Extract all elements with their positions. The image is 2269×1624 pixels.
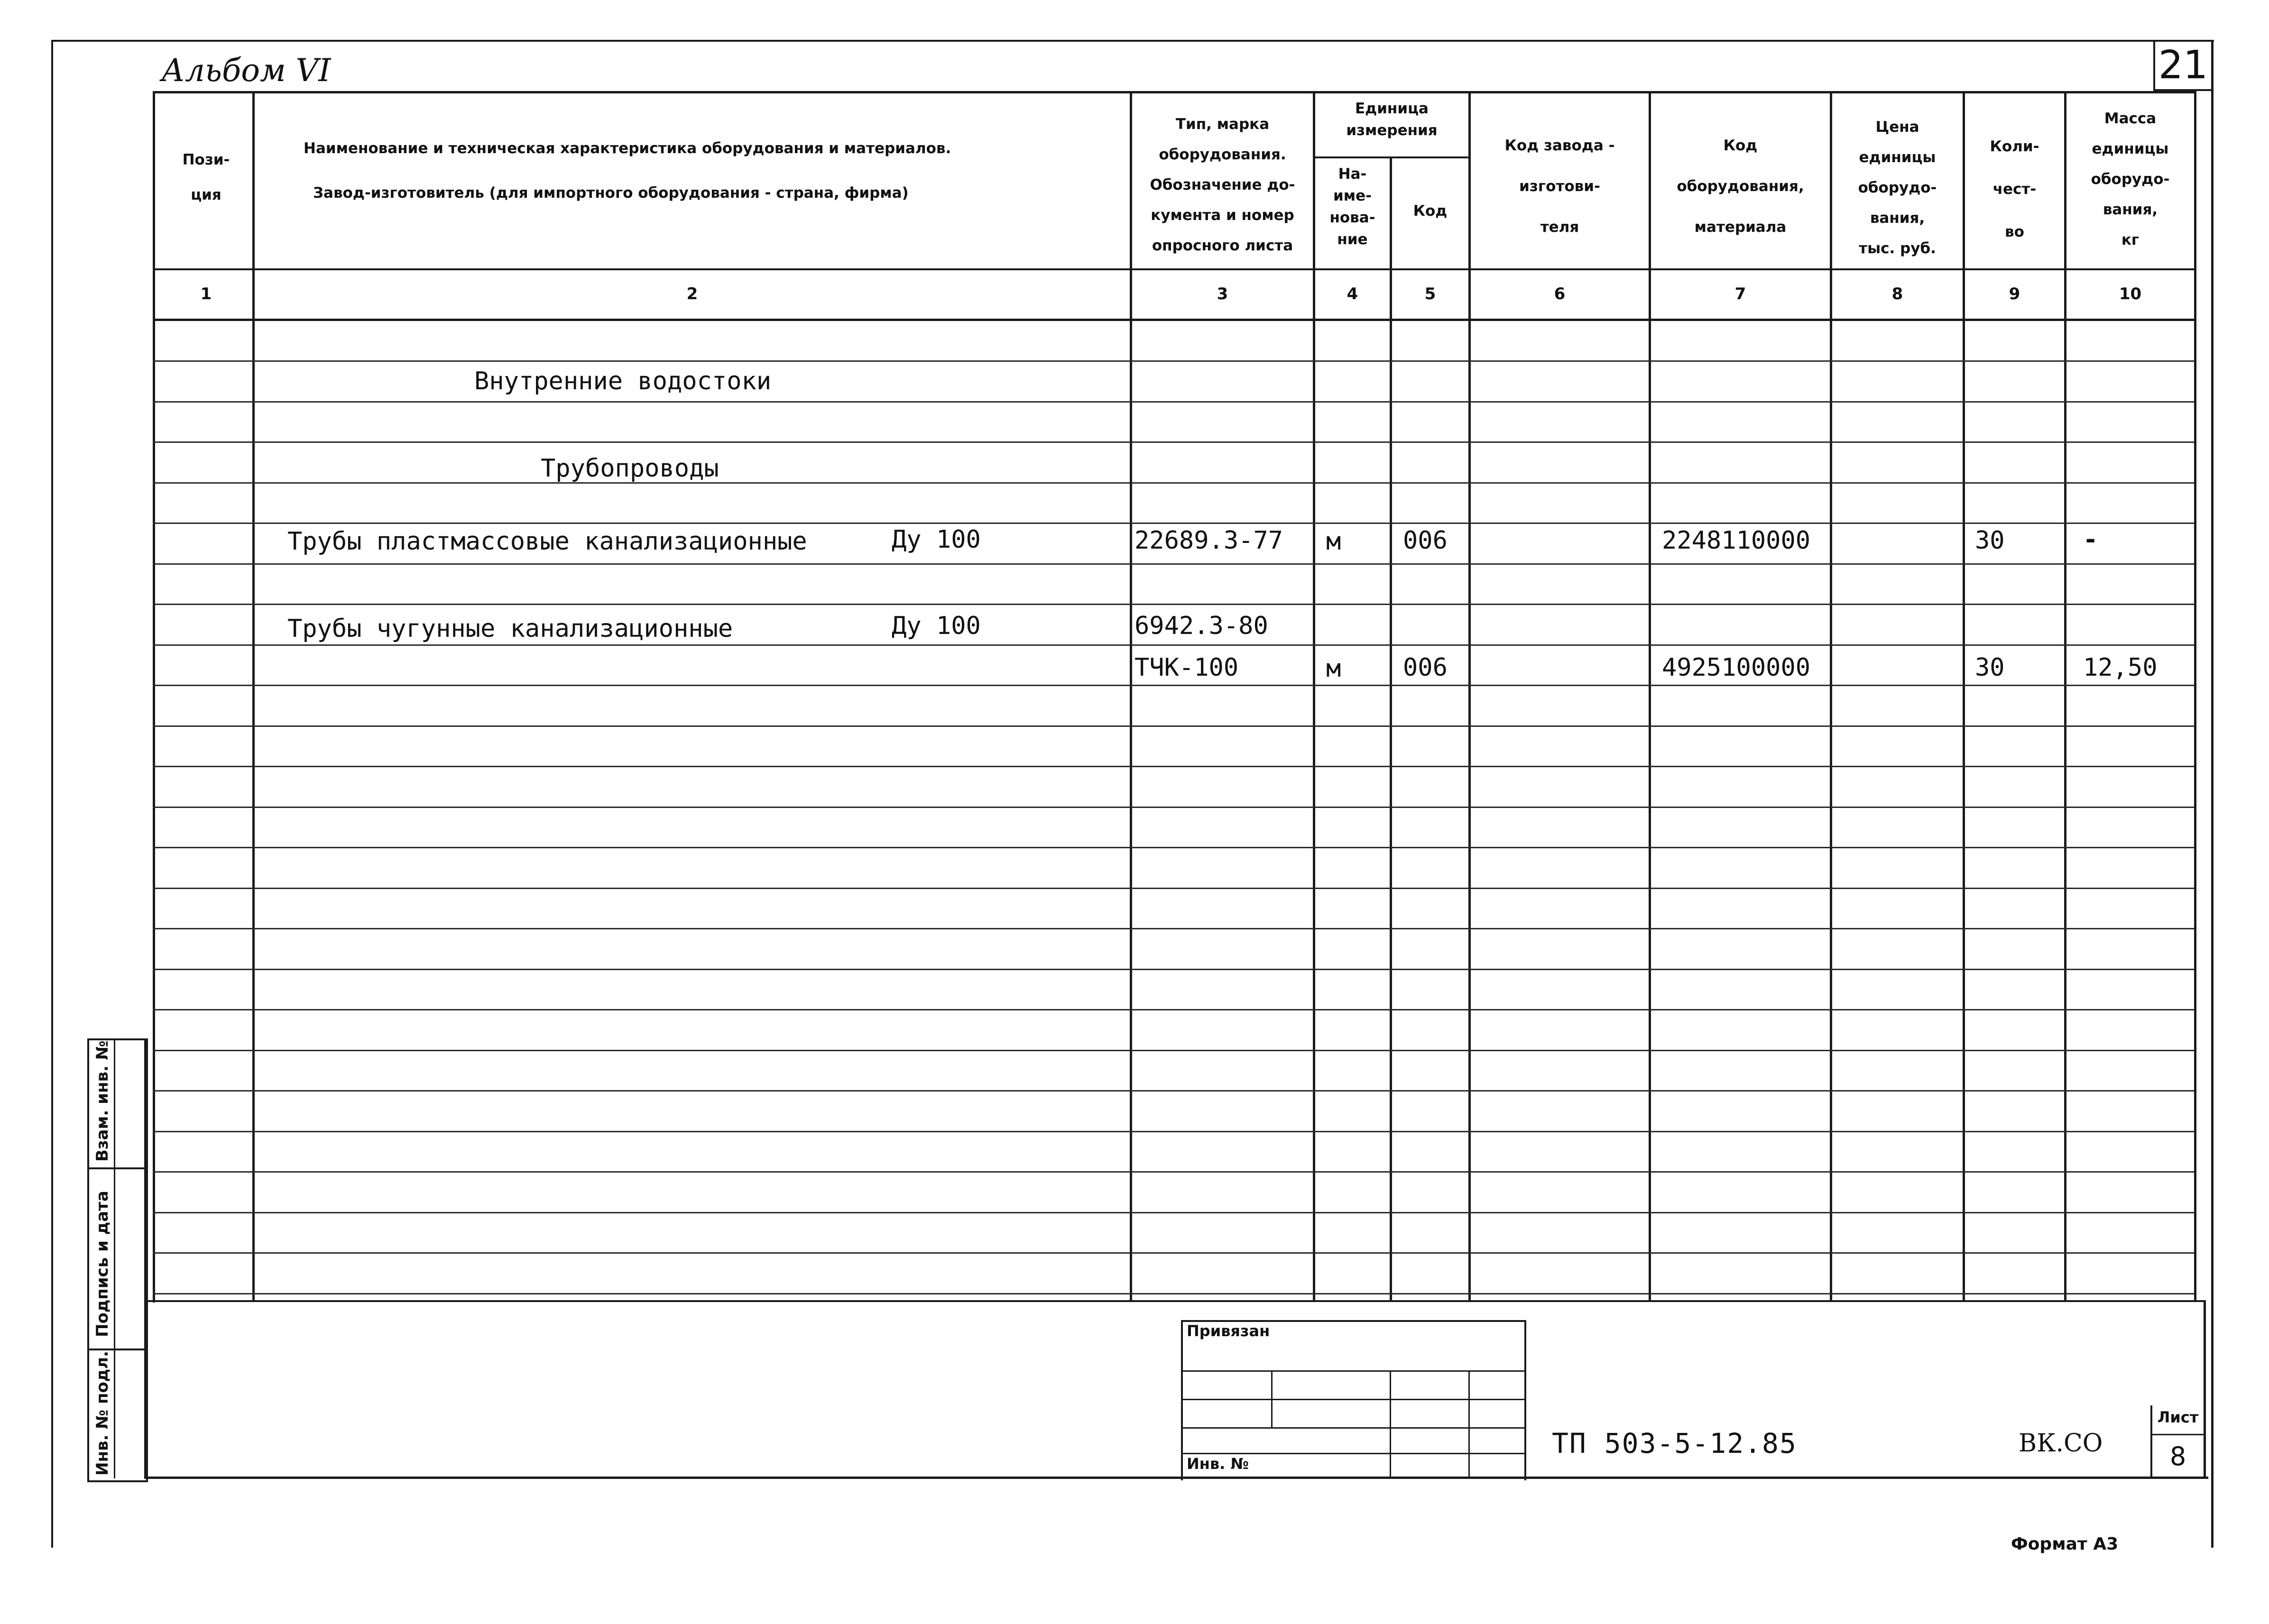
row-line [153,523,2194,524]
tb-line-3 [1181,1427,1524,1429]
row-line [153,1090,2194,1092]
row-3-unit-code: 006 [1403,653,1448,682]
table-bottom-line [144,1300,2205,1302]
tb-line-2 [1181,1399,1524,1400]
row-1-name: Трубы пластмассовые канализационные [287,527,807,556]
row-line [153,1050,2194,1051]
row-line [153,847,2194,848]
header-name-line2: Завод-изготовитель (для импортного оборудования - страна, фирма) [313,184,909,202]
row-1-size: Ду 100 [892,525,981,554]
tb-vline-3 [1468,1370,1470,1478]
row-line [153,685,2194,686]
row-3-code: 4925100000 [1662,653,1811,682]
page-frame-right [2211,40,2214,1548]
tb-line-4 [1181,1453,1524,1454]
row-line [153,644,2194,646]
sheet-label: Лист [2157,1408,2199,1426]
side-stamp-signature-date: Подпись и дата [93,1191,112,1337]
row-line [153,725,2194,727]
album-label: Альбом VI [161,52,331,89]
row-1-unit: м [1326,527,1341,556]
row-line [153,482,2194,484]
colnum-1: 1 [200,284,212,303]
header-mass: Масса единицы оборудо- вания, кг [2091,110,2170,248]
colnum-4: 4 [1347,284,1358,303]
col-line-7 [1830,91,1832,1300]
row-1-type: 22689.3-77 [1134,526,1283,555]
row-line [153,604,2194,605]
header-type: Тип, марка оборудования. Обозначение до- кумента и номер опросного листа [1150,116,1295,254]
header-material-code: Код оборудования, материала [1677,137,1804,236]
row-line [153,1212,2194,1213]
row-line [153,1171,2194,1173]
row-line [153,360,2194,362]
row-line [153,969,2194,970]
tb-line-1 [1181,1370,1524,1372]
side-stamp-original-inv: Инв. № подл. [93,1350,112,1476]
title-block-attached-label: Привязан [1187,1322,1270,1340]
col-line-8 [1963,91,1965,1300]
row-line [153,928,2194,929]
row-line [153,563,2194,565]
row-3-qty: 30 [1975,653,2005,682]
tb-vline-1 [1271,1370,1273,1427]
drawing-bottom-line [144,1477,2208,1479]
tb-vline-2 [1390,1370,1391,1478]
page-frame-left [51,40,53,1548]
col-line-9 [2064,91,2066,1300]
header-quantity: Коли- чест- во [1990,138,2039,240]
col-line-4 [1390,156,1392,1300]
colnum-10: 10 [2119,284,2142,303]
row-1-unit-code: 006 [1403,526,1448,555]
drawing-left-lower [144,1038,147,1478]
row-line [153,1131,2194,1132]
header-position: Пози- ция [182,151,230,203]
title-block-section: ВК.СО [2019,1429,2103,1458]
col-line-6 [1649,91,1651,1300]
header-unit-code: Код [1413,202,1448,220]
row-line [153,888,2194,889]
colnum-2: 2 [686,284,698,303]
header-bottom-line [153,268,2194,270]
sheet-box-divider [2150,1434,2204,1435]
side-stamp-divider-2 [87,1349,146,1350]
header-factory-code: Код завода - изготови- теля [1504,137,1615,236]
header-unit-name: На- име- нова- ние [1329,165,1375,248]
row-1-qty: 30 [1975,526,2005,555]
row-3-type: ТЧК-100 [1134,653,1239,682]
row-line [153,1009,2194,1010]
colnum-bottom-line [153,319,2194,321]
table-right-edge [2194,91,2196,1300]
header-name-line1: Наименование и техническая характеристика оборудования и материалов. [304,140,951,157]
colnum-7: 7 [1734,284,1746,303]
col-line-3 [1313,91,1315,1300]
side-stamp-inner-line [114,1038,115,1478]
sheet-number: 8 [2169,1441,2186,1471]
format-label: Формат А3 [2011,1534,2119,1554]
row-line [153,401,2194,403]
colnum-8: 8 [1891,284,1903,303]
row-2-size: Ду 100 [892,612,981,640]
subsection-title-pipelines: Трубопроводы [541,454,719,483]
colnum-6: 6 [1554,284,1566,303]
col-line-5 [1468,91,1471,1300]
row-2-name: Трубы чугунные канализационные [287,615,733,643]
title-block-doc-code: ТП 503-5-12.85 [1552,1427,1797,1459]
row-line [153,807,2194,808]
row-line [153,766,2194,767]
row-1-code: 2248110000 [1662,526,1811,555]
row-1-mass: - [2083,525,2098,554]
section-title-internal-drains: Внутренние водостоки [474,367,772,395]
col-line-2 [1130,91,1132,1300]
side-stamp-replaced-inv: Взам. инв. № [93,1040,112,1162]
row-line [153,441,2194,443]
col-line-1 [252,91,255,1300]
header-unit-group: Единица измерения [1346,100,1438,139]
colnum-9: 9 [2009,284,2020,303]
page-frame-top [51,40,2214,42]
header-price: Цена единицы оборудо- вания, тыс. руб. [1858,119,1937,257]
row-line [153,1252,2194,1254]
page-number: 21 [2158,43,2208,88]
colnum-3: 3 [1217,284,1228,303]
side-stamp-divider-1 [87,1167,146,1169]
colnum-5: 5 [1424,284,1436,303]
row-line [153,1293,2194,1294]
row-3-mass: 12,50 [2083,653,2158,682]
row-3-unit: м [1326,654,1341,683]
row-2-type: 6942.3-80 [1134,612,1268,640]
spec-table-frame [153,91,2195,1303]
title-block-inv-label: Инв. № [1187,1455,1249,1473]
